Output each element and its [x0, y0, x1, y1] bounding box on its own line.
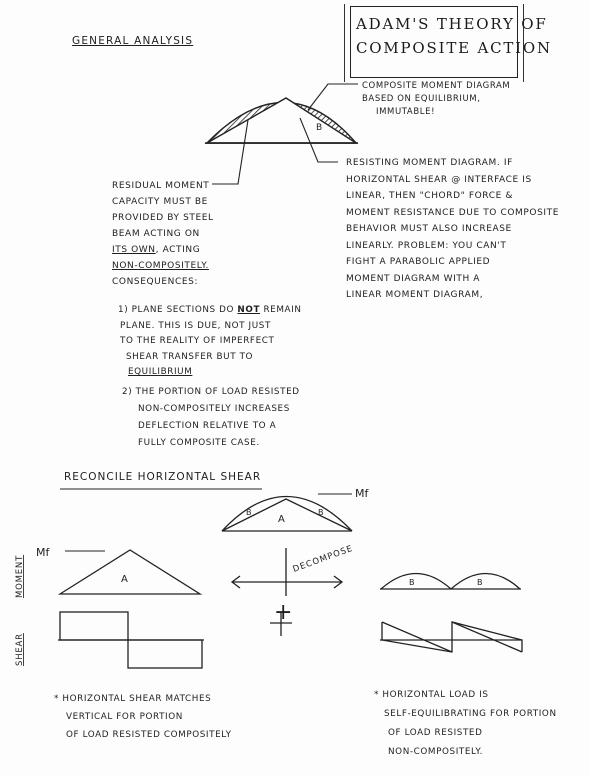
label-a-top: A [278, 514, 285, 525]
consequence-1-line: PLANE. THIS IS DUE, NOT JUST [120, 320, 271, 331]
consequence-1-line: TO THE REALITY OF IMPERFECT [120, 336, 275, 346]
residual-note [112, 178, 214, 290]
consequence-1-line: SHEAR TRANSFER BUT TO [126, 351, 254, 362]
note-right-line: OF LOAD RESISTED [388, 728, 483, 738]
resisting-note [346, 155, 559, 304]
reconcile-top-diagram [222, 494, 352, 531]
resisting-note-line: LINEAR, THEN "CHORD" FORCE & [346, 191, 513, 201]
note-left [54, 690, 232, 744]
consequence-2-line: NON-COMPOSITELY INCREASES [138, 404, 290, 414]
consequence-2-line: 2) THE PORTION OF LOAD RESISTED [122, 387, 300, 397]
diagram-label-b: B [316, 123, 323, 133]
sawtooth [382, 622, 522, 652]
shear-row-label: Shear [15, 633, 25, 666]
consequences-text: CONSEQUENCES: [112, 277, 199, 287]
left-triangle [60, 550, 200, 594]
label-b-right-1: B [409, 578, 415, 587]
consequence-1-text: REMAIN [260, 305, 302, 315]
label-b-top-left: B [246, 508, 252, 517]
residual-note-line: PROVIDED BY STEEL [112, 213, 214, 223]
resisting-note-line: RESISTING MOMENT DIAGRAM. IF [346, 158, 513, 168]
general-moment-diagram [205, 84, 358, 184]
consequence-1-text: 1) PLANE SECTIONS DO [118, 305, 238, 315]
resisting-note-line: LINEAR MOMENT DIAGRAM, [346, 290, 484, 300]
non-compositely-text: NON-COMPOSITELY. [112, 261, 209, 271]
residual-note-line: CAPACITY MUST BE [112, 197, 208, 207]
top-parabola [222, 497, 352, 532]
composite-note [362, 80, 510, 119]
consequence-1-line [118, 303, 302, 319]
general-analysis-heading: GENERAL ANALYSIS [72, 35, 194, 47]
mf-label-top: Mf [355, 487, 369, 500]
note-left-line: * HORIZONTAL SHEAR MATCHES [54, 694, 212, 704]
shear-rect-lower [128, 640, 202, 668]
resisting-note-line: MOMENT DIAGRAM WITH A [346, 273, 481, 284]
plus-sign: + [274, 600, 294, 625]
right-shear-diagram [380, 622, 522, 652]
resisting-note-line: BEHAVIOR MUST ALSO INCREASE [346, 224, 512, 234]
reconcile-heading: RECONCILE HORIZONTAL SHEAR [64, 471, 262, 483]
note-left-line: OF LOAD RESISTED COMPOSITELY [66, 730, 232, 740]
note-left-line: VERTICAL FOR PORTION [66, 712, 183, 722]
equilibrium-text: EQUILIBRIUM [128, 367, 193, 377]
mf-label-left: Mf [36, 546, 50, 559]
note-right-line: NON-COMPOSITELY. [388, 747, 483, 757]
composite-note-line: BASED ON EQUILIBRIUM, [362, 94, 481, 104]
consequence-2-line: DEFLECTION RELATIVE TO A [138, 421, 277, 431]
title-line-1: ADAM'S THEORY OF [356, 15, 548, 33]
left-moment-diagram [60, 550, 200, 594]
its-own-text: ITS OWN [112, 245, 156, 255]
resisting-triangle [207, 98, 356, 143]
label-a-left: A [121, 574, 128, 585]
moment-row-label: Moment [15, 554, 25, 598]
composite-note-line: COMPOSITE MOMENT DIAGRAM [362, 81, 511, 91]
resisting-note-line: HORIZONTAL SHEAR @ INTERFACE IS [346, 174, 532, 185]
resisting-note-line: LINEARLY. PROBLEM: YOU CAN'T [346, 240, 507, 251]
consequence-1 [118, 303, 302, 381]
top-triangle [222, 499, 352, 531]
residual-note-line: BEAM ACTING ON [112, 229, 200, 239]
residual-note-line [112, 242, 214, 258]
title-line-2: COMPOSITE ACTION [356, 39, 552, 57]
right-moment-diagram [380, 574, 521, 590]
consequence-2-line: FULLY COMPOSITE CASE. [138, 438, 260, 448]
composite-note-line: IMMUTABLE! [376, 107, 436, 117]
note-right-line: * HORIZONTAL LOAD IS [374, 690, 489, 700]
right-parabola-2 [451, 574, 520, 590]
consequence-2 [122, 384, 300, 452]
not-text: NOT [237, 305, 261, 315]
label-b-right-2: B [477, 578, 483, 587]
leader-composite [308, 84, 358, 110]
note-right-line: SELF-EQUILIBRATING FOR PORTION [384, 709, 557, 719]
plus-sign-text: + [300, 630, 301, 631]
acting-text: , ACTING [155, 245, 201, 255]
note-right [374, 686, 557, 762]
decompose-label: Decompose [291, 543, 355, 575]
resisting-note-line: MOMENT RESISTANCE DUE TO COMPOSITE [346, 207, 560, 218]
shear-rect-upper [60, 612, 128, 640]
resisting-note-line: FIGHT A PARABOLIC APPLIED [346, 257, 491, 267]
left-shear-diagram [58, 612, 204, 668]
label-b-top-right: B [318, 508, 324, 517]
residual-note-line: RESIDUAL MOMENT [112, 181, 210, 191]
right-parabola-1 [381, 574, 451, 590]
